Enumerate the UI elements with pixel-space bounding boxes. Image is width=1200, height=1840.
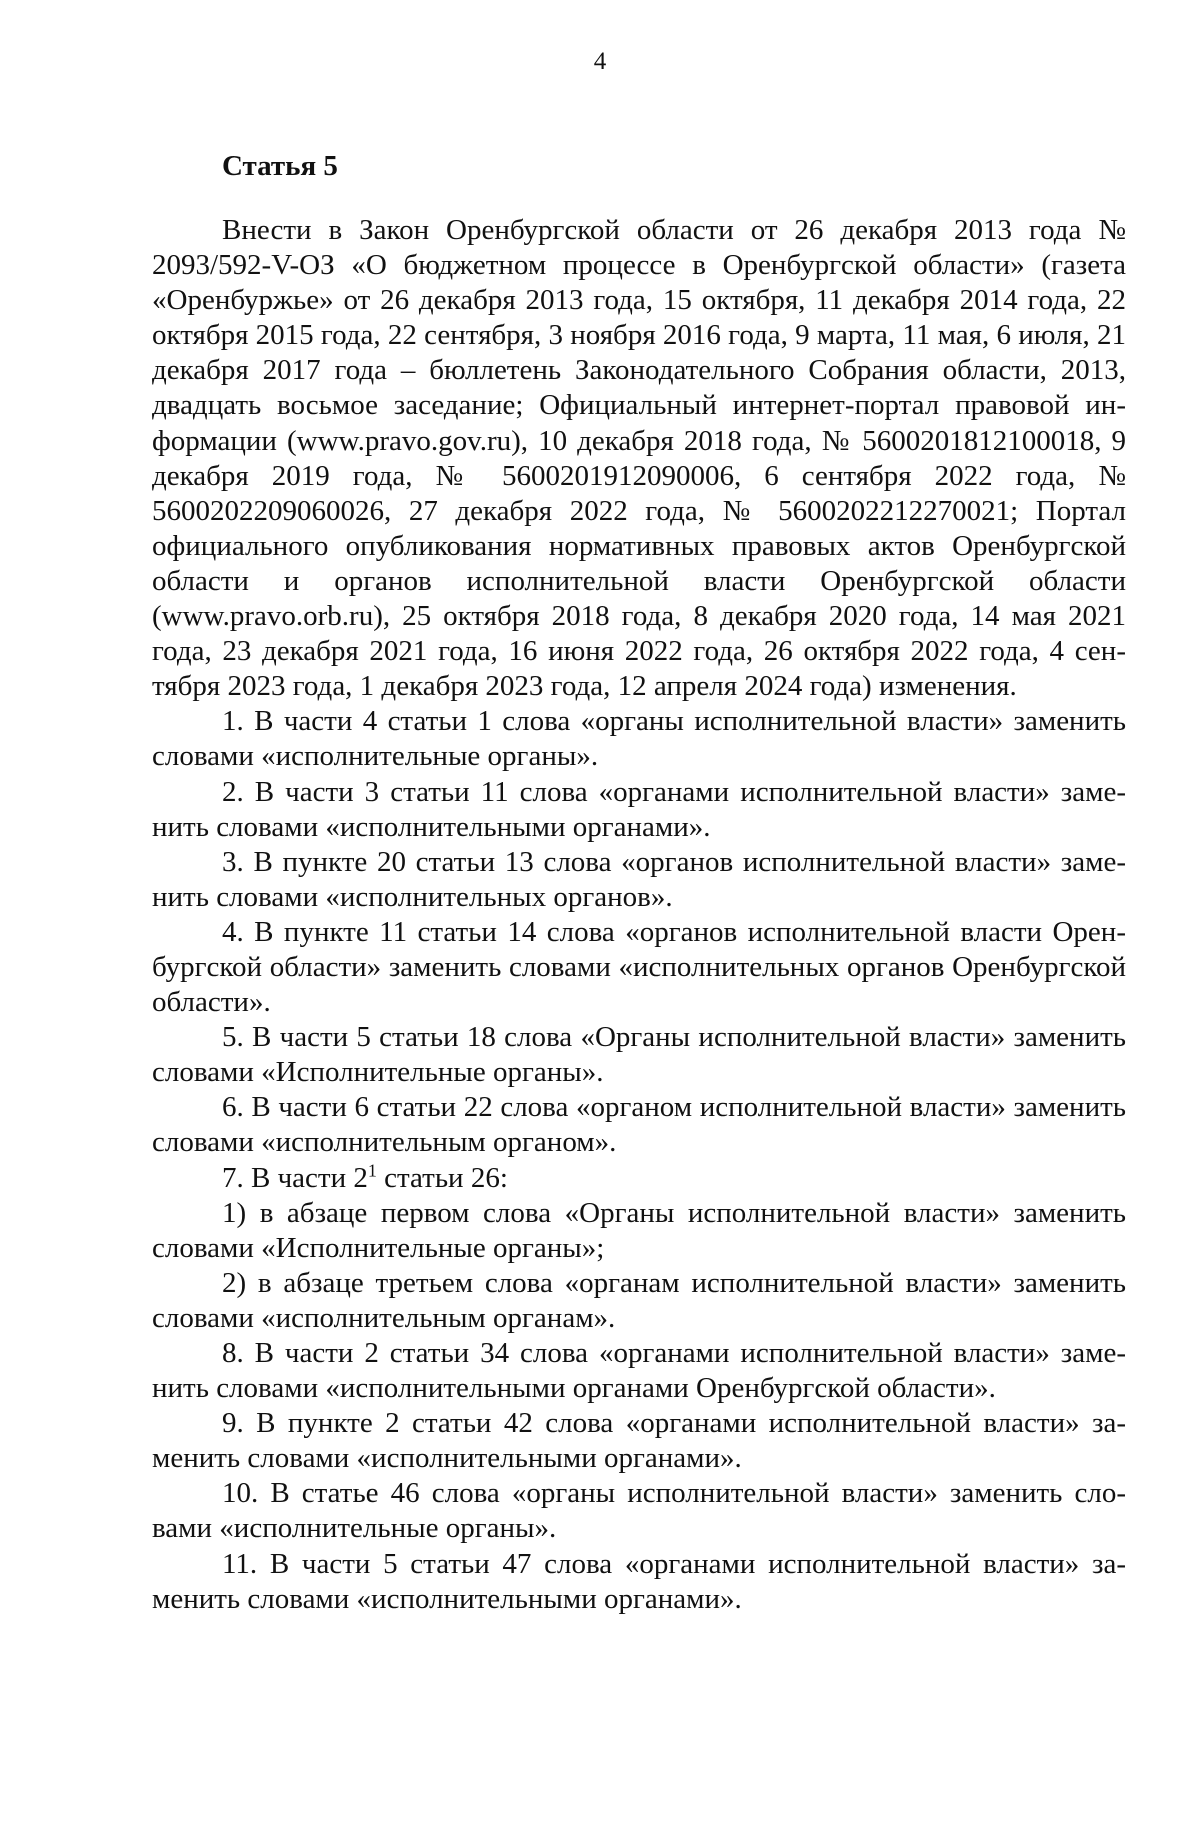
item-6: 6. В части 6 статьи 22 слова «органом исполнительной власти» заменить словами «исполнительным органом». xyxy=(152,1091,1126,1159)
item-1: 1. В части 4 статьи 1 слова «органы исполнительной власти» заменить словами «исполнительные органы». xyxy=(152,705,1126,773)
item-7-text-a: 7. В части 2 xyxy=(222,1161,368,1194)
item-11: 11. В части 5 статьи 47 слова «органами исполнительной власти» заменить словами «исполнительными органами». xyxy=(152,1547,1126,1615)
item-7-superscript: 1 xyxy=(367,1159,377,1180)
item-2: 2. В части 3 статьи 11 слова «органами исполнительной власти» заменить словами «исполнительными органами». xyxy=(152,775,1126,843)
intro-paragraph: Внести в Закон Оренбургской области от 26 декабря 2013 года № 2093/592-V-ОЗ «О бюджетном процессе в Оренбургской области» (газета «Оренбуржье» от 26 декабря 2013 года, 15 октября, 11 декабря 2014 года, 22 октября 2015 года, 22 сентября, 3 ноября 2016 года, 9 марта, 11 мая, 6 июля, 21 декабря 2017 года – бюллетень Законодательного Собрания области, 2013, двадцать восьмое заседание; Официальный интернет-портал правовой информации (www.pravo.gov.ru), 10 декабря 2018 года, № 5600201812100018, 9 декабря 2019 года, № 5600201912090006, 6 сентября 2022 года, № 5600202209060026, 27 декабря 2022 года, № 5600202212270021; Портал официального опубликования нормативных правовых актов Оренбургской области и органов исполнительной власти Оренбургской области (www.pravo.orb.ru), 25 октября 2018 года, 8 декабря 2020 года, 14 мая 2021 года, 23 декабря 2021 года, 16 июня 2022 года, 26 октября 2022 года, 4 сентября 2023 года, 1 декабря 2023 года, 12 апреля 2024 года) изменения. xyxy=(152,214,1126,703)
page-number: 4 xyxy=(593,48,607,75)
article-body xyxy=(152,213,1126,1617)
item-10: 10. В статье 46 слова «органы исполнительной власти» заменить словами «исполнительные органы». xyxy=(152,1477,1126,1545)
item-7-subitem-1: 1) в абзаце первом слова «Органы исполнительной власти» заменить словами «Исполнительные органы»; xyxy=(152,1196,1126,1264)
item-8: 8. В части 2 статьи 34 слова «органами исполнительной власти» заменить словами «исполнительными органами Оренбургской области». xyxy=(152,1337,1126,1405)
item-4: 4. В пункте 11 статьи 14 слова «органов исполнительной власти Оренбургской области» заменить словами «исполнительных органов Оренбургской области». xyxy=(152,915,1126,1019)
item-7 xyxy=(152,1161,1126,1196)
item-7-subitem-2: 2) в абзаце третьем слова «органам исполнительной власти» заменить словами «исполнительным органам». xyxy=(152,1266,1126,1334)
item-5: 5. В части 5 статьи 18 слова «Органы исполнительной власти» заменить словами «Исполнительные органы». xyxy=(152,1021,1126,1089)
article-title: Статья 5 xyxy=(222,150,338,182)
item-7-text-b: статьи 26: xyxy=(376,1161,508,1194)
item-3: 3. В пункте 20 статьи 13 слова «органов исполнительной власти» заменить словами «исполнительных органов». xyxy=(152,845,1126,913)
item-9: 9. В пункте 2 статьи 42 слова «органами исполнительной власти» заменить словами «исполнительными органами». xyxy=(152,1407,1126,1475)
